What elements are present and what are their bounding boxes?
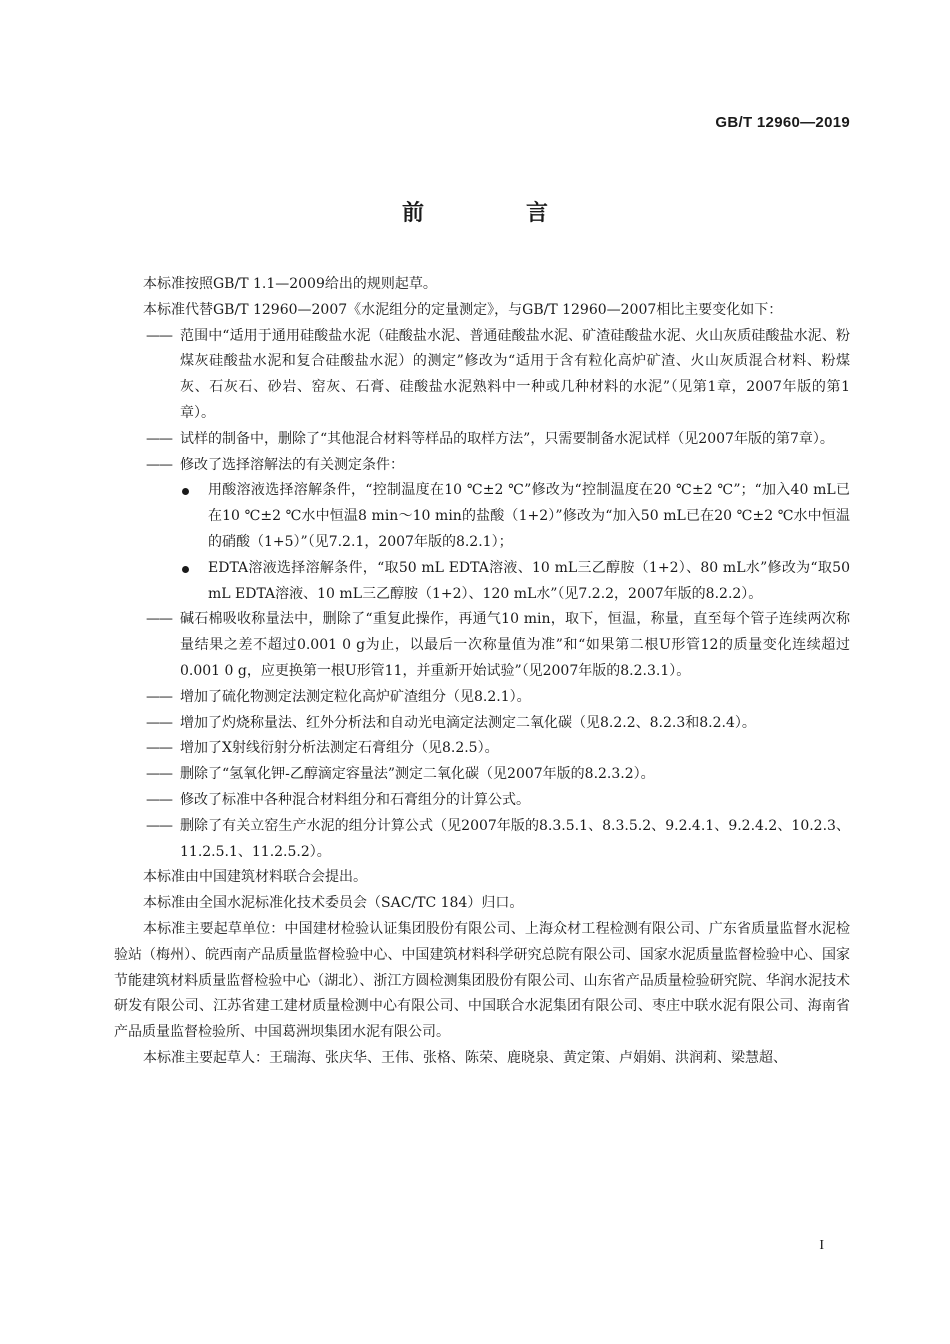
change-item	[114, 324, 850, 427]
dash-mark: ——	[146, 766, 172, 783]
paragraph: 本标准由全国水泥标准化技术委员会（SAC/TC 184）归口。	[143, 895, 524, 912]
change-item	[114, 711, 850, 737]
dash-mark: ——	[146, 327, 172, 344]
bullet-item-text: EDTA溶液选择溶解条件，“取50 mL EDTA溶液、10 mL三乙醇胺（1+2）、80 mL水”修改为“取50 mL EDTA溶液、10 mL三乙醇胺（1+2）、120 mL水”（见7.2.2，2007年版的8.2.2）。	[208, 559, 850, 602]
dash-mark: ——	[146, 817, 172, 834]
dash-mark: ——	[146, 456, 172, 473]
standard-number: GB/T 12960—2019	[715, 114, 850, 131]
paragraph: 本标准按照GB/T 1.1—2009给出的规则起草。	[143, 276, 437, 292]
paragraph: 本标准主要起草人：王瑞海、张庆华、王伟、张格、陈荣、鹿晓泉、黄定策、卢娟娟、洪润莉、梁慧超、	[143, 1049, 787, 1066]
bullet-item	[114, 556, 850, 608]
bullet-dot-icon	[182, 566, 189, 573]
dash-mark: ——	[146, 714, 172, 731]
dash-mark: ——	[146, 740, 172, 757]
foreword-body	[114, 272, 850, 1072]
dash-mark: ——	[146, 611, 172, 628]
change-item	[114, 453, 850, 479]
page-number: I	[819, 1238, 824, 1253]
change-item-text: 删除了“氢氧化钾-乙醇滴定容量法”测定二氧化碳（见2007年版的8.2.3.2）。	[180, 766, 655, 783]
change-item-text: 增加了灼烧称量法、红外分析法和自动光电滴定法测定二氧化碳（见8.2.2、8.2.3和8.2.4）。	[180, 714, 756, 731]
change-item-text: 修改了标准中各种混合材料组分和石膏组分的计算公式。	[180, 791, 530, 808]
change-item	[114, 762, 850, 788]
page-title: 前 言	[401, 201, 588, 226]
dash-mark: ——	[146, 430, 172, 447]
change-item	[114, 427, 850, 453]
change-item	[114, 814, 850, 866]
dash-mark: ——	[146, 688, 172, 705]
dash-mark: ——	[146, 791, 172, 808]
change-item	[114, 736, 850, 762]
paragraph: 本标准由中国建筑材料联合会提出。	[143, 869, 367, 886]
bullet-item	[114, 478, 850, 555]
change-item-text: 删除了有关立窑生产水泥的组分计算公式（见2007年版的8.3.5.1、8.3.5.2、9.2.4.1、9.2.4.2、10.2.3、11.2.5.1、11.2.5.2）。	[180, 817, 850, 860]
change-item-text: 范围中“适用于通用硅酸盐水泥（硅酸盐水泥、普通硅酸盐水泥、矿渣硅酸盐水泥、火山灰质硅酸盐水泥、粉煤灰硅酸盐水泥和复合硅酸盐水泥）的测定”修改为“适用于含有粒化高炉矿渣、火山灰质混合材料、粉煤灰、石灰石、砂岩、窑灰、石膏、硅酸盐水泥熟料中一种或几种材料的水泥”（见第1章，2007年版的第1章）。	[180, 327, 850, 421]
change-item-text: 增加了硫化物测定法测定粒化高炉矿渣组分（见8.2.1）。	[180, 688, 531, 705]
change-item-text: 试样的制备中，删除了“其他混合材料等样品的取样方法”，只需要制备水泥试样（见2007年版的第7章）。	[180, 430, 834, 447]
change-item-text: 修改了选择溶解法的有关测定条件：	[180, 456, 404, 473]
change-item	[114, 685, 850, 711]
bullet-item-text: 用酸溶液选择溶解条件，“控制温度在10 ℃±2 ℃”修改为“控制温度在20 ℃±2 ℃”；“加入40 mL已在10 ℃±2 ℃水中恒温8 min～10 min的盐酸（1+2）”修改为“加入50 mL已在20 ℃±2 ℃水中恒温的硝酸（1+5）”（见7.2.1，2007年版的8.2.1）；	[208, 482, 850, 550]
change-item	[114, 788, 850, 814]
change-item	[114, 607, 850, 684]
bullet-dot-icon	[182, 488, 189, 495]
change-item-text: 增加了X射线衍射分析法测定石膏组分（见8.2.5）。	[180, 740, 499, 757]
change-item-text: 碱石棉吸收称量法中，删除了“重复此操作，再通气10 min，取下，恒温，称量，直至每个管子连续两次称量结果之差不超过0.001 0 g为止，以最后一次称量值为准”和“如果第二根U形管12的质量变化连续超过0.001 0 g，应更换第一根U形管11，并重新开始试验”（见2007年版的8.2.3.1）。	[180, 611, 850, 679]
paragraph: 本标准主要起草单位：中国建材检验认证集团股份有限公司、上海众材工程检测有限公司、广东省质量监督水泥检验站（梅州）、皖西南产品质量监督检验中心、中国建筑材料科学研究总院有限公司、国家水泥质量监督检验中心、国家节能建筑材料质量监督检验中心（湖北）、浙江方圆检测集团股份有限公司、山东省产品质量检验研究院、华润水泥技术研发有限公司、江苏省建工建材质量检测中心有限公司、中国联合水泥集团有限公司、枣庄中联水泥有限公司、海南省产品质量监督检验所、中国葛洲坝集团水泥有限公司。	[114, 920, 850, 1041]
paragraph: 本标准代替GB/T 12960—2007《水泥组分的定量测定》，与GB/T 12960—2007相比主要变化如下：	[143, 301, 783, 318]
